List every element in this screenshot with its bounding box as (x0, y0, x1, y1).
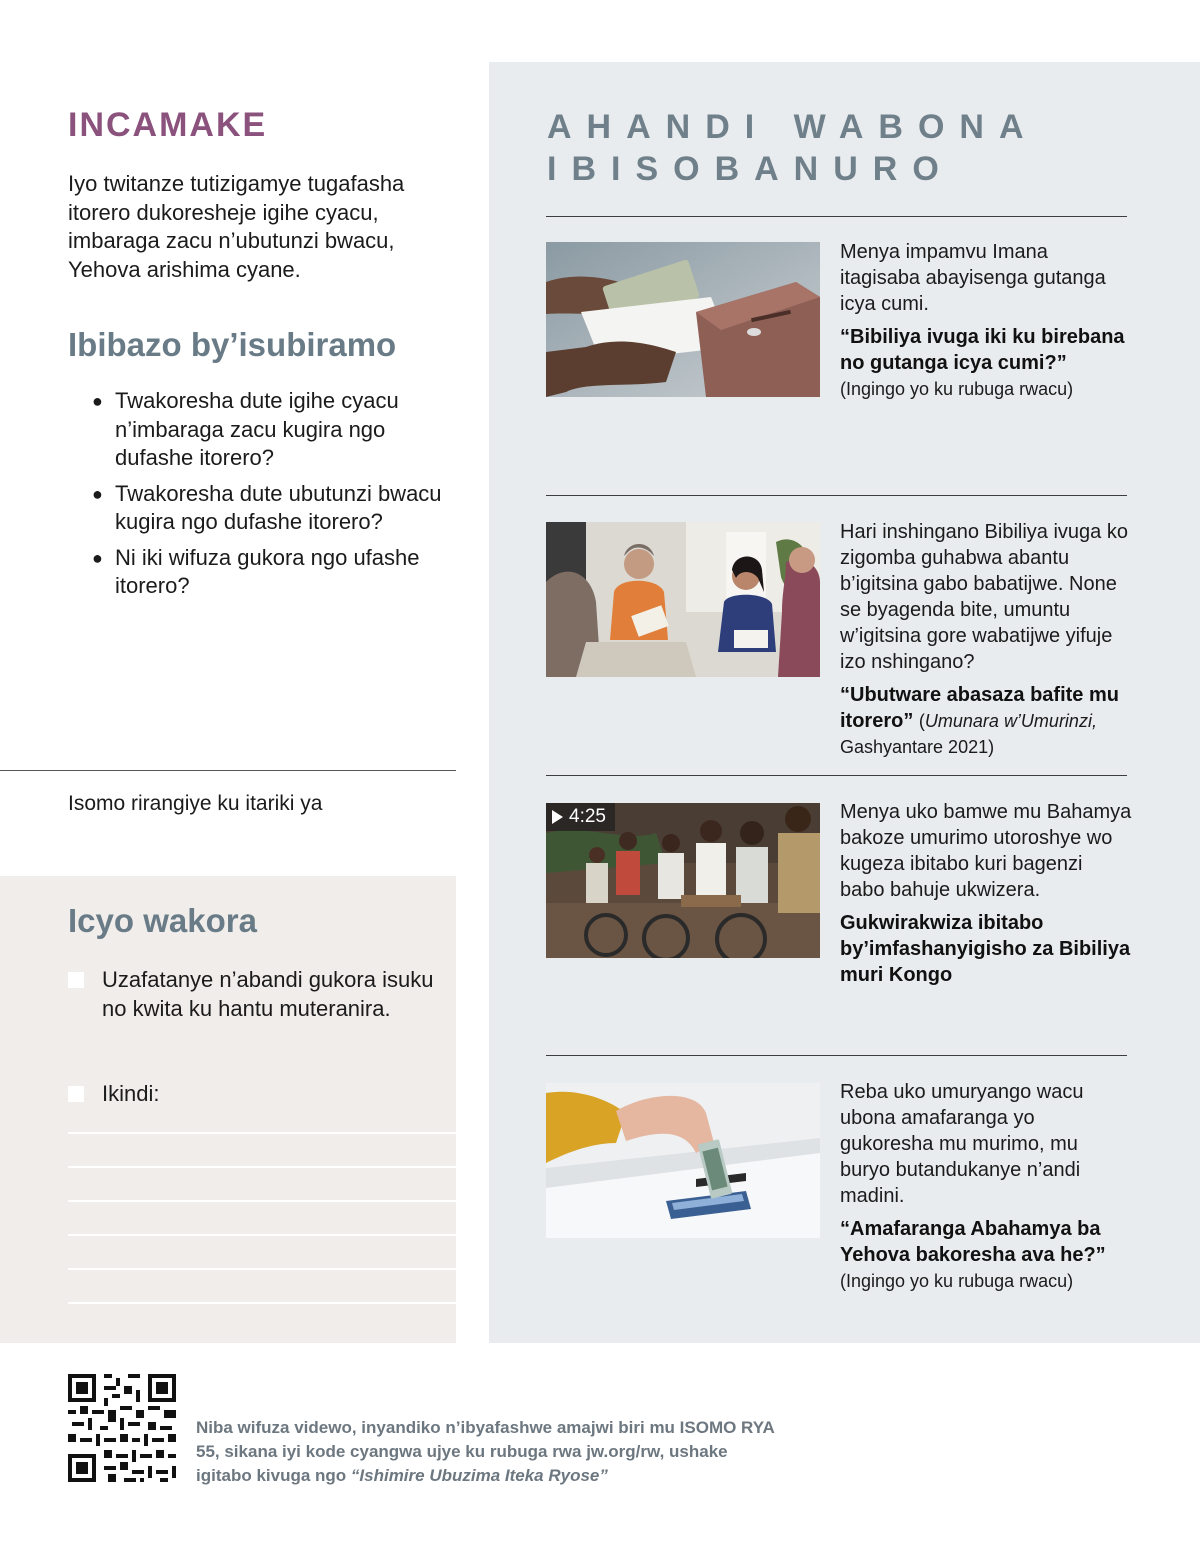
review-question: ● Twakoresha dute igihe cyacu n’imbaraga zacu kugira ngo dufashe itorero? (92, 388, 399, 470)
bullet-icon: ● (92, 547, 103, 568)
women-group-study-image[interactable] (546, 522, 820, 677)
bullet-icon: ● (92, 391, 103, 411)
checkbox[interactable] (68, 1086, 84, 1102)
divider (546, 775, 1127, 776)
qr-code-icon (68, 1374, 176, 1482)
write-line[interactable] (68, 1234, 456, 1236)
explore-item-description: Hari inshingano Bibiliya ivuga ko zigomba guhabwa abantu b’igitsina gabo babatijwe. None se byagenda bite, umuntu w’igitsina gore wabatijwe yifuje izo nshingano? (840, 521, 1128, 673)
group-study-icon (546, 522, 820, 677)
action-item (68, 966, 438, 1023)
write-line[interactable] (68, 1166, 456, 1168)
divider (546, 495, 1127, 496)
summary-text: Iyo twitanze tutizigamye tugafasha itorero dukoresheje igihe cyacu, imbaraga zacu n’ubutunzi bwacu, Yehova arishima cyane. (68, 171, 405, 282)
action-box (0, 876, 456, 1343)
explore-panel (489, 62, 1200, 1343)
review-question: ● Ni iki wifuza gukora ngo ufashe itorero? (92, 544, 420, 598)
tithing-envelope-image[interactable] (546, 242, 820, 397)
explore-item-text (840, 239, 1132, 402)
review-title: Ibibazo by’isubiramo (68, 326, 397, 363)
action-item-label: Ikindi: (102, 1081, 160, 1106)
reference-source: (Umunara w’Umurinzi, Gashyantare 2021) (840, 711, 1097, 757)
action-item-label: Uzafatanye n’abandi gukora isuku no kwita ku hantu muteranira. (102, 967, 434, 1021)
write-line[interactable] (68, 1302, 456, 1304)
completion-date-label: Isomo rirangiye ku itariki ya (68, 792, 323, 815)
explore-item-reference[interactable] (840, 682, 1132, 760)
summary-title: INCAMAKE (68, 106, 268, 144)
explore-item-description: Menya uko bamwe mu Bahamya bakoze umurimo utoroshye wo kugeza ibitabo kuri bagenzi babo bahuje ukwizera. (840, 801, 1132, 901)
bicycle-delivery-video[interactable] (546, 803, 820, 958)
footer-note: Niba wifuza videwo, inyandiko n’ibyafashwe amajwi biri mu ISOMO RYA 55, sikana iyi kode cyangwa ujye ku rubuga rwa jw.org/rw, ushake igitabo kivuga ngo “Ishimire Ubuzima Iteka Ryose” (196, 1418, 775, 1485)
play-icon (552, 810, 563, 824)
review-questions (92, 387, 456, 608)
action-item (68, 1080, 438, 1109)
reference-title-link[interactable]: “Bibiliya ivuga iki ku birebana no gutanga icya cumi?” (840, 326, 1125, 374)
explore-item-text (840, 1079, 1132, 1294)
explore-item-reference[interactable] (840, 910, 1132, 988)
donation-box-image[interactable] (546, 1083, 820, 1238)
explore-item-text (840, 519, 1132, 760)
explore-item-description: Reba uko umuryango wacu ubona amafaranga yo gukoresha mu murimo, mu buryo butandukanye n’andi madini. (840, 1081, 1084, 1207)
tithing-envelope-icon (546, 242, 820, 397)
video-duration-badge: 4:25 (546, 803, 615, 831)
reference-title-link[interactable]: “Ubutware abasaza bafite mu itorero” (840, 684, 1119, 732)
reference-title-link[interactable]: Gukwirakwiza ibitabo by’imfashanyigisho za Bibiliya muri Kongo (840, 912, 1131, 986)
review-question: ● Twakoresha dute ubutunzi bwacu kugira ngo dufashe itorero? (92, 480, 442, 534)
bullet-icon: ● (92, 483, 103, 504)
divider (546, 1055, 1127, 1056)
write-line[interactable] (68, 1132, 456, 1134)
explore-item-reference[interactable] (840, 1216, 1132, 1294)
write-line[interactable] (68, 1268, 456, 1270)
explore-item-reference[interactable] (840, 324, 1132, 402)
donation-box-icon (546, 1083, 820, 1238)
checkbox[interactable] (68, 972, 84, 988)
divider (546, 216, 1127, 217)
explore-title: AHANDI WABONA IBISOBANURO (547, 108, 1039, 188)
reference-source: (Ingingo yo ku rubuga rwacu) (840, 1271, 1074, 1291)
left-column (0, 0, 456, 1343)
reference-source: (Ingingo yo ku rubuga rwacu) (840, 379, 1074, 399)
write-line[interactable] (68, 1200, 456, 1202)
qr-code[interactable] (68, 1374, 176, 1482)
explore-item-description: Menya impamvu Imana itagisaba abayisenga gutanga icya cumi. (840, 241, 1106, 315)
action-title: Icyo wakora (68, 902, 257, 939)
divider (0, 770, 456, 771)
explore-item-text (840, 799, 1132, 988)
reference-title-link[interactable]: “Amafaranga Abahamya ba Yehova bakoresha ava he?” (840, 1218, 1106, 1266)
book-title: “Ishimire Ubuzima Iteka Ryose” (350, 1466, 608, 1485)
